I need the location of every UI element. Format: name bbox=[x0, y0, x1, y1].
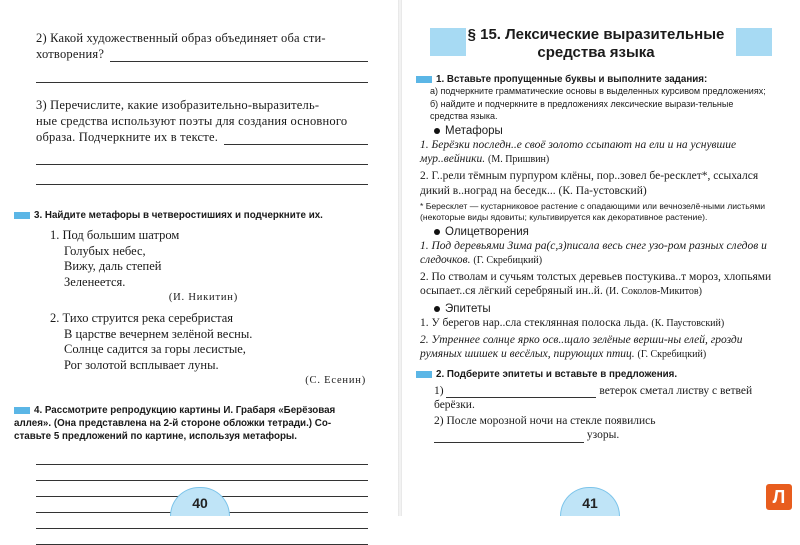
answer-line[interactable] bbox=[446, 385, 596, 398]
personification-2: 2. По стволам и сучьям толстых деревьев постукива..т мороз, хлопьями осыпает..ся лёгкий серебряный ин..й. (И. Соколов-Микитов) bbox=[420, 271, 772, 298]
page-number: 41 bbox=[560, 487, 620, 516]
answer-line[interactable] bbox=[36, 148, 368, 165]
question-2: 2) Какой художественный образ объединяет оба сти- хотворения? bbox=[36, 30, 368, 62]
metaphor-1: 1. Берёзки последн..е своё золото ссыпают на ели и на уснувшие мур..вейники. (М. Пришвин) bbox=[420, 139, 737, 166]
answer-line[interactable] bbox=[36, 449, 368, 465]
left-page bbox=[0, 0, 400, 516]
title-decor-right bbox=[736, 28, 772, 56]
personification-heading: Олицетворения bbox=[434, 226, 772, 238]
answer-line[interactable] bbox=[110, 61, 368, 62]
section-title: § 15. Лексические выразительные средства языка bbox=[420, 26, 772, 74]
personification-1: 1. Под деревьями Зима ра(с,з)писала весь снег узо-ром разных следов и следочков. (Г. Скребицкий) bbox=[420, 239, 767, 267]
epithet-2: 2. Утреннее солнце ярко осв..щало зелёные верши-ны елей, грозди румяных шишек и весёлых, пирующих птиц. (Г. Скребицкий) bbox=[420, 333, 743, 361]
publisher-logo: Л bbox=[766, 484, 792, 510]
fill-sentence-2: 2) После морозной ночи на стекле появились bbox=[434, 415, 656, 428]
question-3: 3) Перечислите, какие изобразительно-выразитель- ные средства используют поэты для создания основного образа. Подчеркните их в тексте. bbox=[36, 97, 368, 145]
epithets-heading: Эпитеты bbox=[434, 303, 772, 315]
poem-author: (И. Никитин) bbox=[168, 292, 238, 303]
fill-sentence-2-end: узоры. bbox=[434, 428, 772, 442]
fill-sentence-1: 1) ветерок сметал листву с ветвей берёзки. bbox=[434, 384, 753, 411]
poem-author: (С. Есенин) bbox=[305, 375, 366, 386]
poem-esenin: 2. Тихо струится река серебристая В царстве вечернем зелёной весны. Солнце садится за горы лесистые, Рог золотой всплывает луны. bbox=[50, 311, 253, 372]
bullet-icon bbox=[434, 229, 440, 235]
bullet-icon bbox=[434, 128, 440, 134]
answer-line[interactable] bbox=[224, 144, 368, 145]
metaphor-2: 2. Г..рели тёмным пурпуром клёны, пор..зовел бе-ресклет*, ссыхался дикий в..ноград на беседк... (К. Па-устовский) bbox=[420, 170, 759, 197]
page-number: 40 bbox=[170, 487, 230, 516]
footnote: * Бересклет — кустарниковое растение с опадающими или вечнозелё-ными листьями (некоторые виды ядовиты; культивируется как декоративное растение). bbox=[420, 200, 766, 222]
right-page: § 15. Лексические выразительные средства языка 1. Вставьте пропущенные буквы и выполните задания: а) подчеркните грамматические основы в выделенных курсивом предложениях; б) найдите и подчеркните в предложениях лексические вырази-тельные средства языка. Метафоры 1. Берёзки последн..е своё золото ссыпают на ели и на уснувшие мур..вейники. (М. Пришвин) 2. Г..рели тёмным пурпуром клёны, пор..зовел бе-ресклет*, ссыхался дикий в..ноград на беседк... (К. Па-устовский) * Бересклет — кустарниковое растение с опадающими или вечнозелё-ными листьями (некоторые виды ядовиты; культивируется как декоративное растение). Олицетворения 1. Под деревьями Зима ра(с,з)писала весь снег узо-ром разных следов и следочков. (Г. Скребицкий) 2. По стволам и сучьям толстых деревьев постукива..т мороз, хлопьями осыпает..ся лёгкий серебряный ин..й. (И. Соколов-Микитов) Эпитеты 1. У берегов нар..сла стеклянная полоска льда. (К. Паустовский) 2. Утреннее солнце ярко осв..щало зелёные верши-ны елей, грозди румяных шишек и весёлых, пирующих птиц. (Г. Скребицкий) 2. Подберите эпитеты и вставьте в предложения. 1) ветерок сметал листву с ветвей берёзки. 2) После морозной ночи на стекле появились узоры. 41 Л bbox=[400, 0, 800, 516]
answer-line[interactable] bbox=[36, 168, 368, 185]
task-2-heading: 2. Подберите эпитеты и вставьте в предложения. bbox=[416, 369, 772, 381]
answer-line[interactable] bbox=[36, 66, 368, 83]
task-1-heading: 1. Вставьте пропущенные буквы и выполните задания: bbox=[416, 74, 772, 86]
metaphors-heading: Метафоры bbox=[434, 125, 772, 137]
task-marker-icon bbox=[416, 76, 432, 83]
task-3-heading: 3. Найдите метафоры в четверостишиях и подчеркните их. bbox=[14, 209, 368, 222]
task-marker-icon bbox=[416, 371, 432, 378]
bullet-icon bbox=[434, 306, 440, 312]
answer-line[interactable] bbox=[434, 430, 584, 443]
answer-line[interactable] bbox=[36, 529, 368, 545]
answer-line[interactable] bbox=[36, 465, 368, 481]
task-marker-icon bbox=[14, 407, 30, 414]
title-decor-left bbox=[430, 28, 466, 56]
poem-nikitin: 1. Под большим шатром Голубых небес, Вижу, даль степей Зеленеется. bbox=[50, 228, 180, 289]
task-marker-icon bbox=[14, 212, 30, 219]
task-4-heading: 4. Рассмотрите репродукцию картины И. Грабаря «Берёзовая аллея». (Она представлена на 2-й стороне обложки тетради.) Со- ставьте 5 предложений по картине, используя метафоры. bbox=[14, 405, 336, 442]
epithet-1: 1. У берегов нар..сла стеклянная полоска льда. (К. Паустовский) bbox=[420, 316, 725, 329]
